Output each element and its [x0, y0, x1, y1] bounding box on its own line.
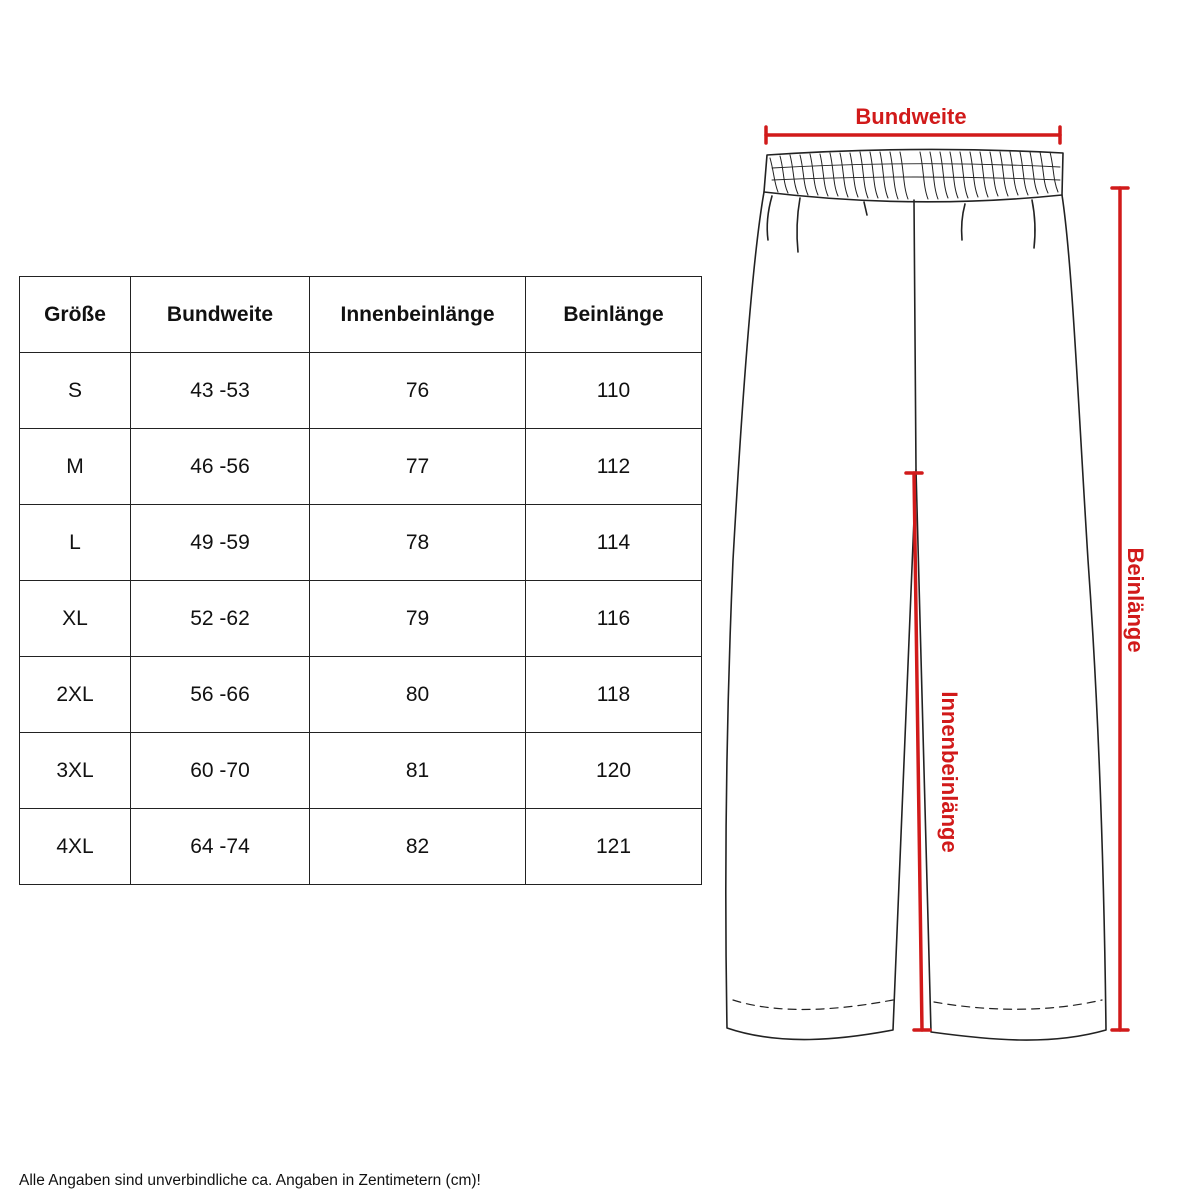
header-inseam: Innenbeinlänge	[310, 277, 526, 353]
cell-size: XL	[20, 581, 131, 657]
cell-size: M	[20, 429, 131, 505]
cell-size: 4XL	[20, 809, 131, 885]
cell-length: 114	[526, 505, 702, 581]
cell-waist: 52 -62	[131, 581, 310, 657]
cell-size: S	[20, 353, 131, 429]
header-size: Größe	[20, 277, 131, 353]
cell-length: 112	[526, 429, 702, 505]
cell-length: 116	[526, 581, 702, 657]
cell-inseam: 79	[310, 581, 526, 657]
cell-waist: 43 -53	[131, 353, 310, 429]
cell-length: 120	[526, 733, 702, 809]
cell-inseam: 76	[310, 353, 526, 429]
cell-inseam: 81	[310, 733, 526, 809]
footnote: Alle Angaben sind unverbindliche ca. Angaben in Zentimetern (cm)!	[19, 1172, 481, 1189]
cell-size: L	[20, 505, 131, 581]
cell-waist: 49 -59	[131, 505, 310, 581]
cell-waist: 64 -74	[131, 809, 310, 885]
label-inseam: Innenbeinlänge	[937, 691, 962, 853]
cell-waist: 46 -56	[131, 429, 310, 505]
cell-inseam: 80	[310, 657, 526, 733]
cell-size: 3XL	[20, 733, 131, 809]
cell-waist: 60 -70	[131, 733, 310, 809]
cell-length: 110	[526, 353, 702, 429]
label-waist: Bundweite	[855, 104, 967, 129]
cell-length: 121	[526, 809, 702, 885]
cell-inseam: 78	[310, 505, 526, 581]
header-waist: Bundweite	[131, 277, 310, 353]
label-length: Beinlänge	[1123, 547, 1148, 653]
cell-waist: 56 -66	[131, 657, 310, 733]
cell-inseam: 82	[310, 809, 526, 885]
cell-inseam: 77	[310, 429, 526, 505]
cell-length: 118	[526, 657, 702, 733]
cell-size: 2XL	[20, 657, 131, 733]
header-length: Beinlänge	[526, 277, 702, 353]
measure-lines	[766, 127, 1128, 1030]
